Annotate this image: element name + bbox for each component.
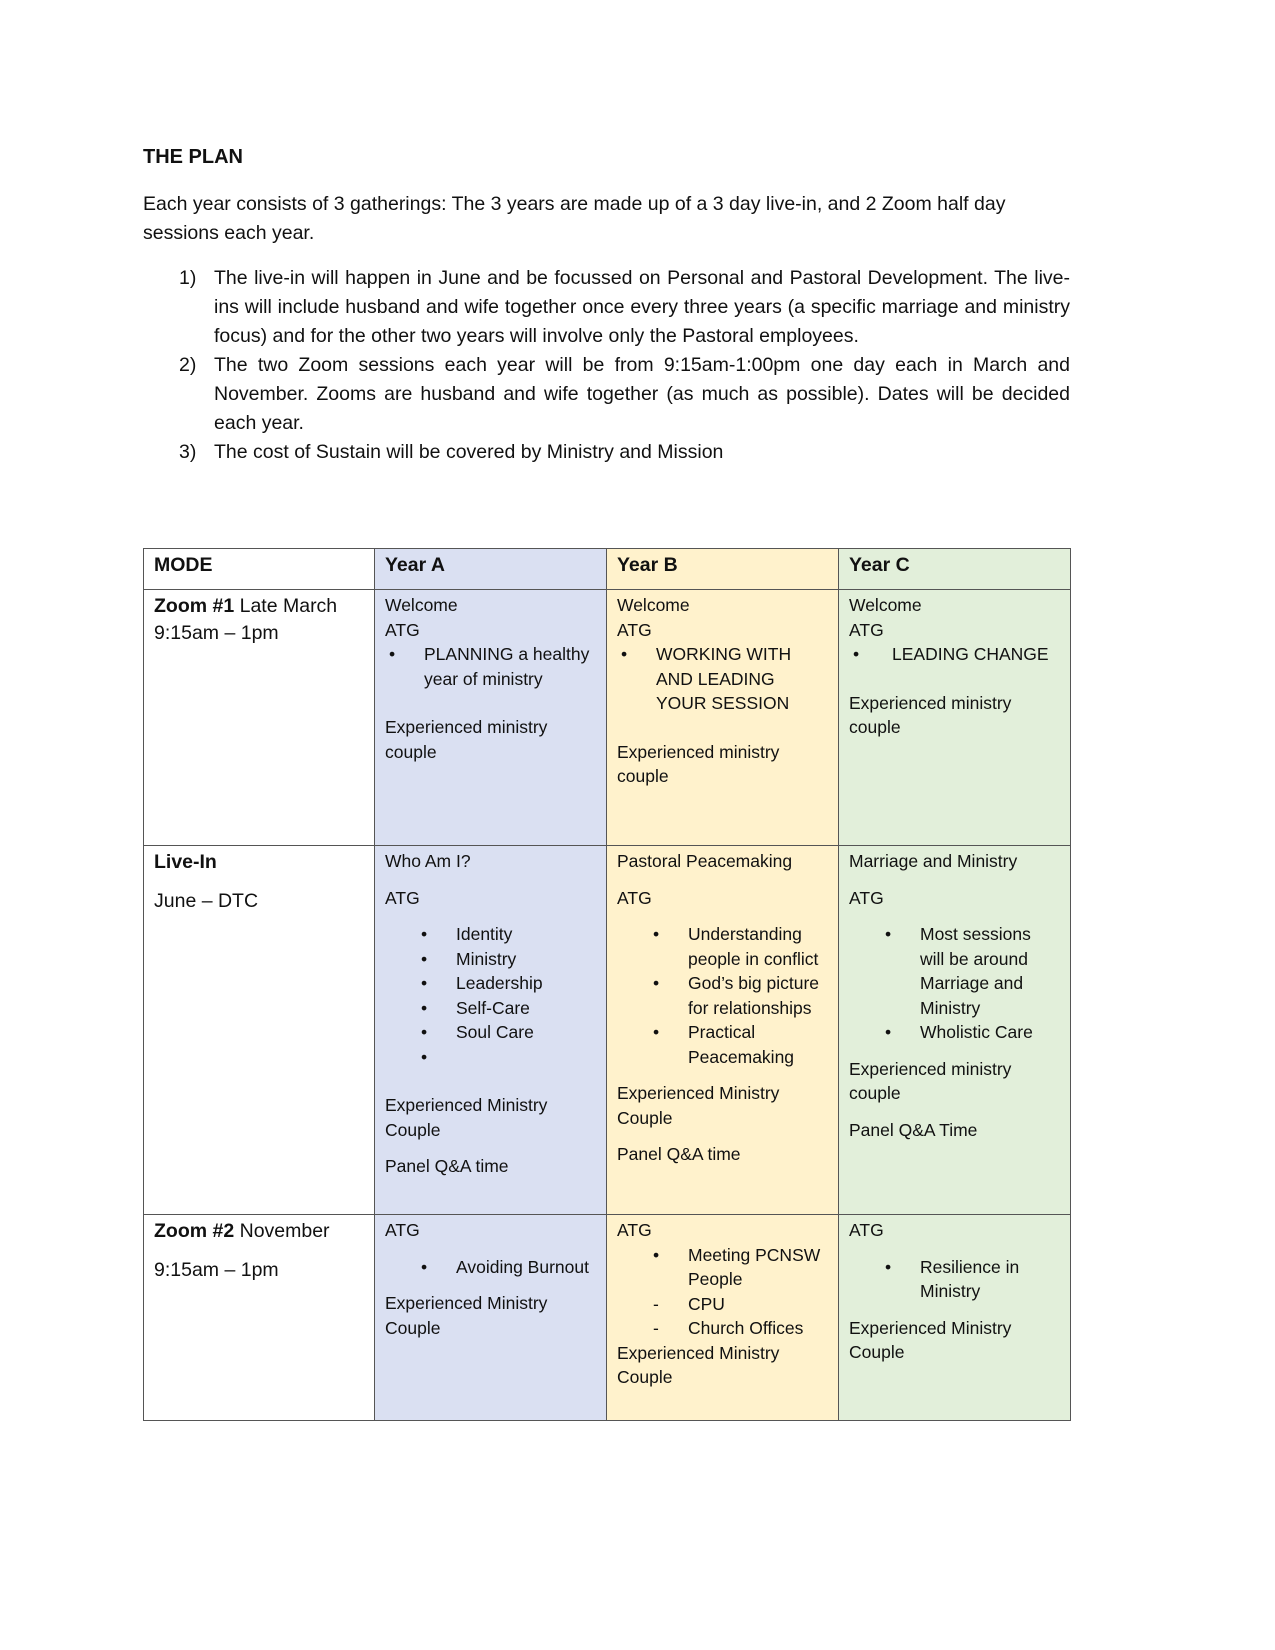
bullet-icon: • [653, 1022, 660, 1042]
list-item: • Understanding people in conflict [653, 924, 819, 969]
cell-line: ATG [385, 1220, 420, 1240]
bullet-icon: • [853, 644, 860, 664]
cell-footer: Experienced ministry couple [849, 692, 1012, 737]
mode-name: Live-In [154, 851, 217, 873]
mode-cell [144, 1215, 375, 1421]
list-item: • God’s big picture for relationships [653, 973, 820, 1018]
bullet-icon: • [653, 924, 660, 944]
cell-year-c [839, 590, 1071, 846]
mode-time: 9:15am – 1pm [154, 1259, 279, 1281]
mode-time: 9:15am – 1pm [154, 622, 279, 644]
cell-year-c [839, 846, 1071, 1215]
cell-year-c [839, 1215, 1071, 1421]
list-item: • Identity [385, 922, 596, 947]
cell-footer: Experienced Ministry Couple [385, 1293, 548, 1338]
cell-footer: Experienced ministry couple [849, 1058, 1012, 1103]
cell-footer: Experienced ministry couple [617, 741, 780, 786]
header-year-b: Year B [607, 549, 839, 590]
plan-table [143, 548, 1071, 1421]
list-item: - Church Offices [617, 1316, 828, 1341]
cell-year-a [375, 590, 607, 846]
cell-line: Welcome [385, 595, 458, 615]
list-item: • Most sessions will be around Marriage and Ministry [885, 924, 1031, 1018]
table-header-row [144, 549, 1071, 590]
list-item: - CPU [617, 1292, 828, 1317]
bullet-icon: • [653, 973, 660, 993]
bullet-icon: • [421, 1256, 428, 1277]
cell-title: Who Am I? [385, 851, 471, 871]
cell-panel: Panel Q&A time [617, 1144, 741, 1164]
bullet-icon: • [421, 1046, 428, 1067]
cell-footer: Experienced Ministry Couple [617, 1342, 780, 1387]
page-title: THE PLAN [143, 146, 243, 168]
intro-paragraph: Each year consists of 3 gatherings: The 3 years are made up of a 3 day live-in, and 2 Zoom half day sessions each year. [143, 193, 1006, 244]
mode-cell [144, 590, 375, 846]
bullet-icon: • [421, 973, 428, 993]
cell-line: ATG [849, 887, 884, 908]
cell-footer: Experienced Ministry Couple [617, 1083, 780, 1128]
list-item: • Ministry [385, 947, 596, 972]
plan-point [179, 438, 1070, 467]
cell-line: ATG [849, 1220, 884, 1240]
list-item: • Self-Care [385, 996, 596, 1021]
bullet-icon: • [421, 1022, 428, 1042]
mode-detail: November [234, 1220, 330, 1242]
list-item: • Wholistic Care [849, 1020, 1060, 1045]
bullet-icon: • [885, 924, 892, 944]
mode-detail: Late March [234, 595, 338, 617]
point-text: The live-in will happen in June and be focussed on Personal and Pastoral Development. The live-ins will include husband and wife together once every three years (a specific marriage and ministry focus) and for the other two years will involve only the Pastoral employees. [214, 267, 1070, 347]
list-item: • Avoiding Burnout [385, 1255, 596, 1280]
bullet-icon: • [885, 1022, 892, 1042]
bullet-icon: • [421, 948, 428, 969]
list-item: • LEADING CHANGE [849, 642, 1060, 667]
cell-line: ATG [617, 1220, 652, 1240]
list-item: • Practical Peacemaking [653, 1022, 795, 1067]
plan-points-list [179, 264, 1070, 467]
bullet-icon: • [421, 997, 428, 1018]
mode-cell [144, 846, 375, 1215]
header-year-c: Year C [839, 549, 1071, 590]
list-item [385, 1045, 596, 1070]
cell-line: Welcome [617, 595, 690, 615]
list-item: • Leadership [385, 971, 596, 996]
bullet-icon: • [389, 644, 396, 664]
mode-name: Zoom #1 [154, 595, 235, 617]
cell-year-b [607, 1215, 839, 1421]
cell-footer: Experienced ministry couple [385, 717, 548, 762]
dash-icon: - [653, 1293, 659, 1314]
cell-footer: Experienced Ministry Couple [385, 1095, 548, 1140]
cell-year-a [375, 1215, 607, 1421]
cell-panel: Panel Q&A Time [849, 1119, 978, 1140]
header-year-a: Year A [375, 549, 607, 590]
point-number: 1) [179, 267, 197, 289]
cell-line: ATG [849, 619, 884, 640]
cell-footer: Experienced Ministry Couple [849, 1317, 1012, 1362]
table-row [144, 1215, 1071, 1421]
cell-year-b [607, 590, 839, 846]
plan-point [179, 351, 1070, 438]
list-item: • Resilience in Ministry [885, 1256, 1020, 1301]
list-item: • Soul Care [385, 1020, 596, 1045]
header-mode: MODE [144, 549, 375, 590]
point-number: 2) [179, 354, 197, 376]
cell-line: ATG [385, 619, 420, 640]
table-row [144, 846, 1071, 1215]
list-item: • Meeting PCNSW People [653, 1244, 821, 1289]
cell-title: Marriage and Ministry [849, 851, 1018, 871]
mode-time: June – DTC [154, 890, 259, 912]
bullet-icon: • [621, 644, 628, 664]
cell-line: Welcome [849, 595, 922, 615]
point-text: The cost of Sustain will be covered by Ministry and Mission [214, 441, 724, 463]
bullet-icon: • [421, 924, 428, 944]
cell-panel: Panel Q&A time [385, 1156, 509, 1176]
dash-icon: - [653, 1318, 659, 1338]
plan-point [179, 264, 1070, 351]
cell-line: ATG [617, 887, 652, 908]
list-item: • PLANNING a healthy year of ministry [389, 644, 590, 689]
bullet-icon: • [885, 1256, 892, 1277]
point-number: 3) [179, 441, 197, 463]
cell-year-b [607, 846, 839, 1215]
cell-line: ATG [617, 619, 652, 640]
list-item: • WORKING WITH AND LEADING YOUR SESSION [621, 644, 792, 713]
point-text: The two Zoom sessions each year will be from 9:15am-1:00pm one day each in March and November. Zooms are husband and wife together (as much as possible). Dates will be decided each year. [214, 354, 1070, 434]
bullet-icon: • [653, 1244, 660, 1265]
cell-year-a [375, 846, 607, 1215]
table-row [144, 590, 1071, 846]
cell-title: Pastoral Peacemaking [617, 851, 793, 871]
mode-name: Zoom #2 [154, 1220, 235, 1242]
cell-line: ATG [385, 887, 420, 908]
